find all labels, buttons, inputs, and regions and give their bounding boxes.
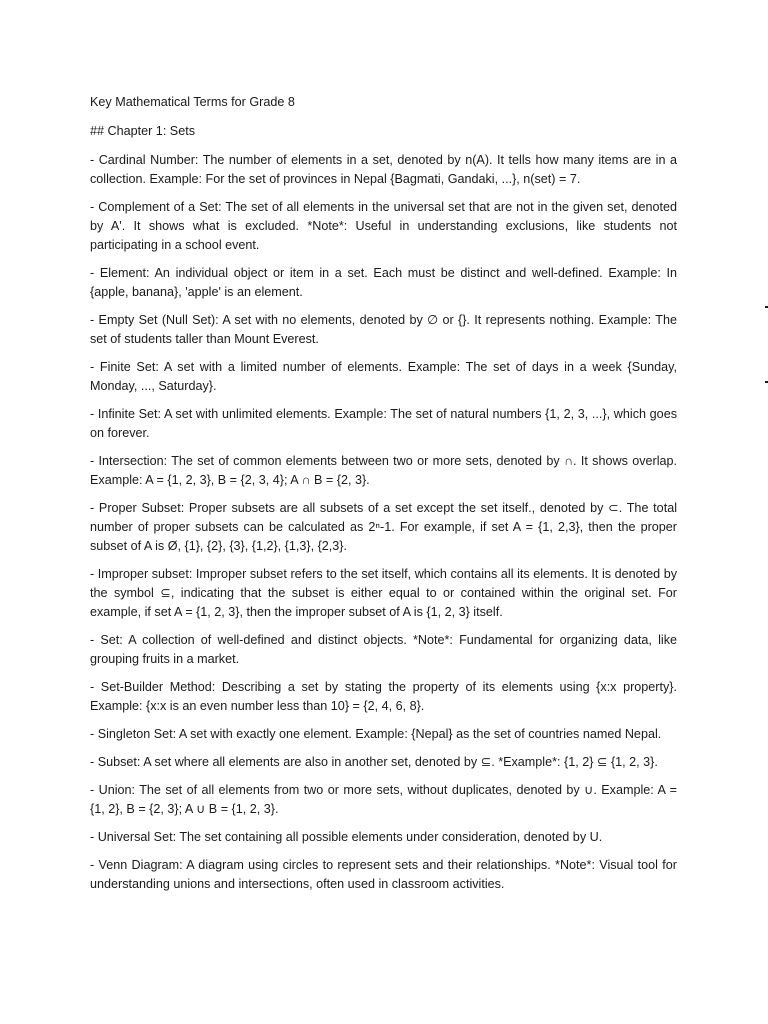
term-complement-of-a-set: - Complement of a Set: The set of all elements in the universal set that are not in the given set, denoted by A'. It shows what is excluded. *Note*: Useful in understanding exclusions, like students not participating in a school event. [90, 200, 677, 252]
chapter-heading: ## Chapter 1: Sets [90, 124, 196, 138]
term-improper-subset: - Improper subset: Improper subset refers to the set itself, which contains all its elements. It is denoted by the symbol ⊆, indicating that the subset is either equal to or contained within the original set. For example, if set A = {1, 2, 3}, then the improper subset of A is {1, 2, 3} itself. [90, 567, 677, 619]
term-venn-diagram: - Venn Diagram: A diagram using circles to represent sets and their relationships. *Note*: Visual tool for understanding unions and intersections, often used in classroom activities. [90, 858, 677, 891]
term-universal-set: - Universal Set: The set containing all possible elements under consideration, denoted by U. [90, 830, 603, 844]
term-proper-subset: - Proper Subset: Proper subsets are all subsets of a set except the set itself., denoted by ⊂. The total number of proper subsets can be calculated as 2ⁿ-1. For example, if set A = {1, 2,3}, then the proper subset of A is Ø, {1}, {2}, {3}, {1,2}, {1,3}, {2,3}. [90, 501, 677, 553]
term-infinite-set: - Infinite Set: A set with unlimited elements. Example: The set of natural numbers {1, 2, 3, ...}, which goes on forever. [90, 407, 677, 440]
document-title: Key Mathematical Terms for Grade 8 [90, 95, 295, 109]
term-element: - Element: An individual object or item in a set. Each must be distinct and well-defined. Example: In {apple, banana}, 'apple' is an element. [90, 266, 677, 299]
term-union: - Union: The set of all elements from two or more sets, without duplicates, denoted by ∪. Example: A = {1, 2}, B = {2, 3}; A ∪ B = {1, 2, 3}. [90, 783, 677, 816]
term-set: - Set: A collection of well-defined and distinct objects. *Note*: Fundamental for organizing data, like grouping fruits in a market. [90, 633, 677, 666]
term-empty-set: - Empty Set (Null Set): A set with no elements, denoted by ∅ or {}. It represents nothing. Example: The set of students taller than Mount Everest. [90, 313, 677, 346]
term-cardinal-number: - Cardinal Number: The number of elements in a set, denoted by n(A). It tells how many items are in a collection. Example: For the set of provinces in Nepal {Bagmati, Gandaki, ...}, n(set) = 7. [90, 153, 677, 186]
term-set-builder-method: - Set-Builder Method: Describing a set by stating the property of its elements using {x:x property}. Example: {x:x is an even number less than 10} = {2, 4, 6, 8}. [90, 680, 677, 713]
term-intersection: - Intersection: The set of common elements between two or more sets, denoted by ∩. It shows overlap. Example: A = {1, 2, 3}, B = {2, 3, 4}; A ∩ B = {2, 3}. [90, 454, 677, 487]
term-subset: - Subset: A set where all elements are also in another set, denoted by ⊆. *Example*: {1, 2} ⊆ {1, 2, 3}. [90, 755, 658, 769]
document-page [90, 93, 677, 903]
term-singleton-set: - Singleton Set: A set with exactly one element. Example: {Nepal} as the set of countries named Nepal. [90, 727, 662, 741]
term-finite-set: - Finite Set: A set with a limited number of elements. Example: The set of days in a week {Sunday, Monday, ..., Saturday}. [90, 360, 677, 393]
